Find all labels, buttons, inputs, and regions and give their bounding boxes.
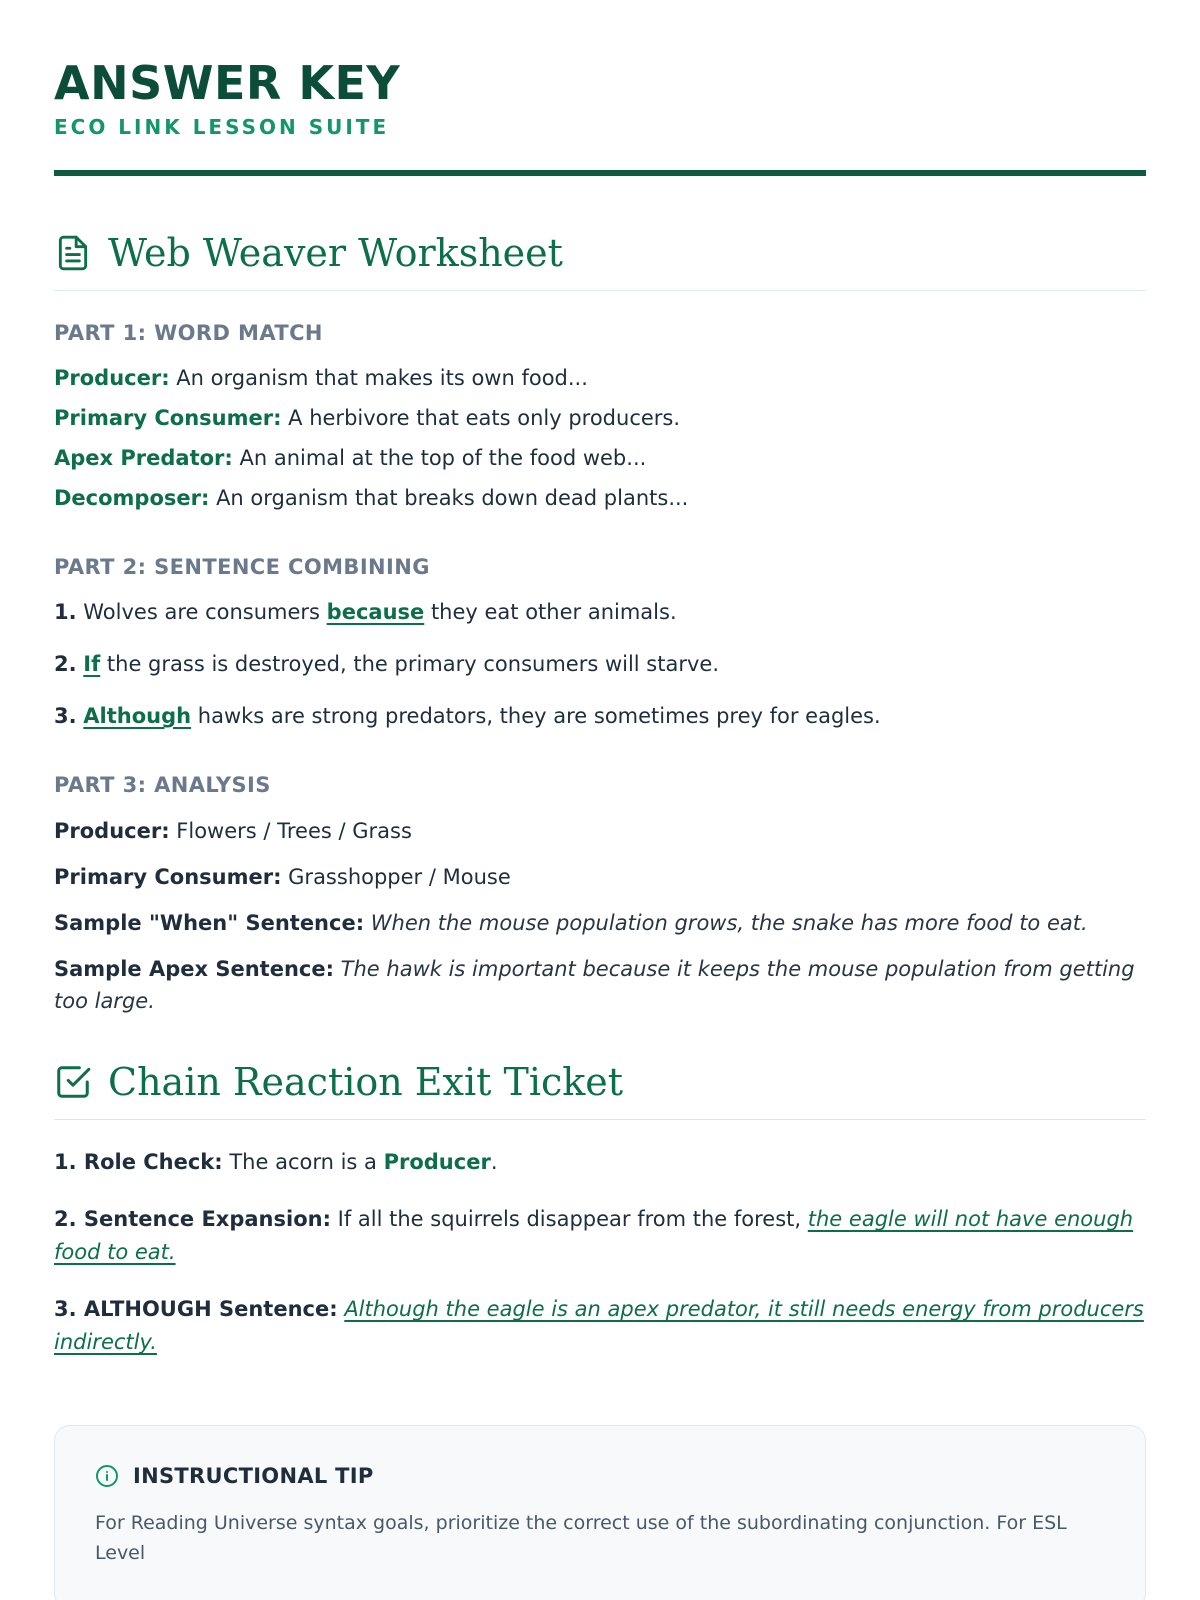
question-label: 3. ALTHOUGH Sentence: <box>54 1297 338 1321</box>
analysis-label: Sample "When" Sentence: <box>54 911 365 935</box>
analysis-apex-sentence <box>54 953 1146 1017</box>
analysis-when-sentence <box>54 907 1146 939</box>
conjunction-answer: If <box>83 652 101 676</box>
conjunction-answer: because <box>326 600 425 624</box>
analysis-value: Grasshopper / Mouse <box>281 865 511 889</box>
part1-label: PART 1: WORD MATCH <box>54 321 323 345</box>
tip-text: For Reading Universe syntax goals, prioritize the correct use of the subordinating conjunction. For ESL Level <box>95 1512 1067 1564</box>
sentence-combining-item <box>54 649 1146 679</box>
document-icon <box>54 234 92 272</box>
question-answer: Producer <box>383 1150 491 1174</box>
exit-question-1 <box>54 1146 1146 1179</box>
analysis-value: Flowers / Trees / Grass <box>169 819 412 843</box>
conjunction-answer: Although <box>83 704 192 728</box>
question-text: If all the squirrels disappear from the forest, <box>330 1207 808 1231</box>
instructional-tip-box <box>54 1425 1146 1600</box>
word-match-definition: An organism that breaks down dead plants... <box>209 486 689 510</box>
question-text: The acorn is a <box>222 1150 384 1174</box>
question-answer: Although the eagle is an apex predator, it still needs energy from producers indirectly. <box>54 1297 1144 1354</box>
word-match-item <box>54 443 1146 473</box>
analysis-producer <box>54 815 1146 847</box>
info-icon <box>95 1464 119 1488</box>
sentence-after: the grass is destroyed, the primary consumers will starve. <box>100 652 719 676</box>
word-match-item <box>54 483 1146 513</box>
question-answer: the eagle will not have enough food to eat. <box>54 1207 1134 1264</box>
page-subtitle: ECO LINK LESSON SUITE <box>54 115 390 139</box>
page-title: ANSWER KEY <box>54 56 401 110</box>
word-match-term: Apex Predator: <box>54 446 233 470</box>
item-number: 1. <box>54 600 77 624</box>
question-label: 1. Role Check: <box>54 1150 223 1174</box>
analysis-label: Sample Apex Sentence: <box>54 957 334 981</box>
tip-title: INSTRUCTIONAL TIP <box>133 1464 374 1488</box>
item-number: 2. <box>54 652 77 676</box>
exit-question-3 <box>54 1293 1146 1359</box>
sentence-before: Wolves are consumers <box>76 600 327 624</box>
sentence-combining-item <box>54 597 1146 627</box>
word-match-term: Primary Consumer: <box>54 406 282 430</box>
analysis-label: Primary Consumer: <box>54 865 282 889</box>
word-match-definition: A herbivore that eats only producers. <box>281 406 681 430</box>
analysis-label: Producer: <box>54 819 170 843</box>
analysis-value: The hawk is important because it keeps the mouse population from getting too large. <box>54 957 1135 1013</box>
sentence-combining-item <box>54 701 1146 731</box>
word-match-term: Producer: <box>54 366 170 390</box>
word-match-definition: An animal at the top of the food web... <box>232 446 647 470</box>
exit-ticket-heading <box>54 1059 1146 1120</box>
word-match-item <box>54 363 1146 393</box>
sentence-after: they eat other animals. <box>424 600 677 624</box>
question-end: . <box>490 1150 498 1174</box>
item-number: 3. <box>54 704 77 728</box>
tip-heading <box>95 1464 1105 1488</box>
sentence-after: hawks are strong predators, they are sometimes prey for eagles. <box>191 704 881 728</box>
word-match-term: Decomposer: <box>54 486 210 510</box>
doc-header <box>54 0 1146 176</box>
word-match-item <box>54 403 1146 433</box>
question-label: 2. Sentence Expansion: <box>54 1207 331 1231</box>
exit-question-2 <box>54 1203 1146 1269</box>
exit-ticket-title: Chain Reaction Exit Ticket <box>108 1060 624 1104</box>
checkbox-icon <box>54 1063 92 1101</box>
exit-ticket-section <box>54 1059 1146 1359</box>
worksheet-section <box>54 230 1146 1017</box>
part2-label: PART 2: SENTENCE COMBINING <box>54 555 430 579</box>
word-match-definition: An organism that makes its own food... <box>169 366 588 390</box>
worksheet-title: Web Weaver Worksheet <box>108 231 563 275</box>
part3-label: PART 3: ANALYSIS <box>54 773 271 797</box>
analysis-value: When the mouse population grows, the snake has more food to eat. <box>364 911 1088 935</box>
analysis-primary-consumer <box>54 861 1146 893</box>
worksheet-heading <box>54 230 1146 291</box>
